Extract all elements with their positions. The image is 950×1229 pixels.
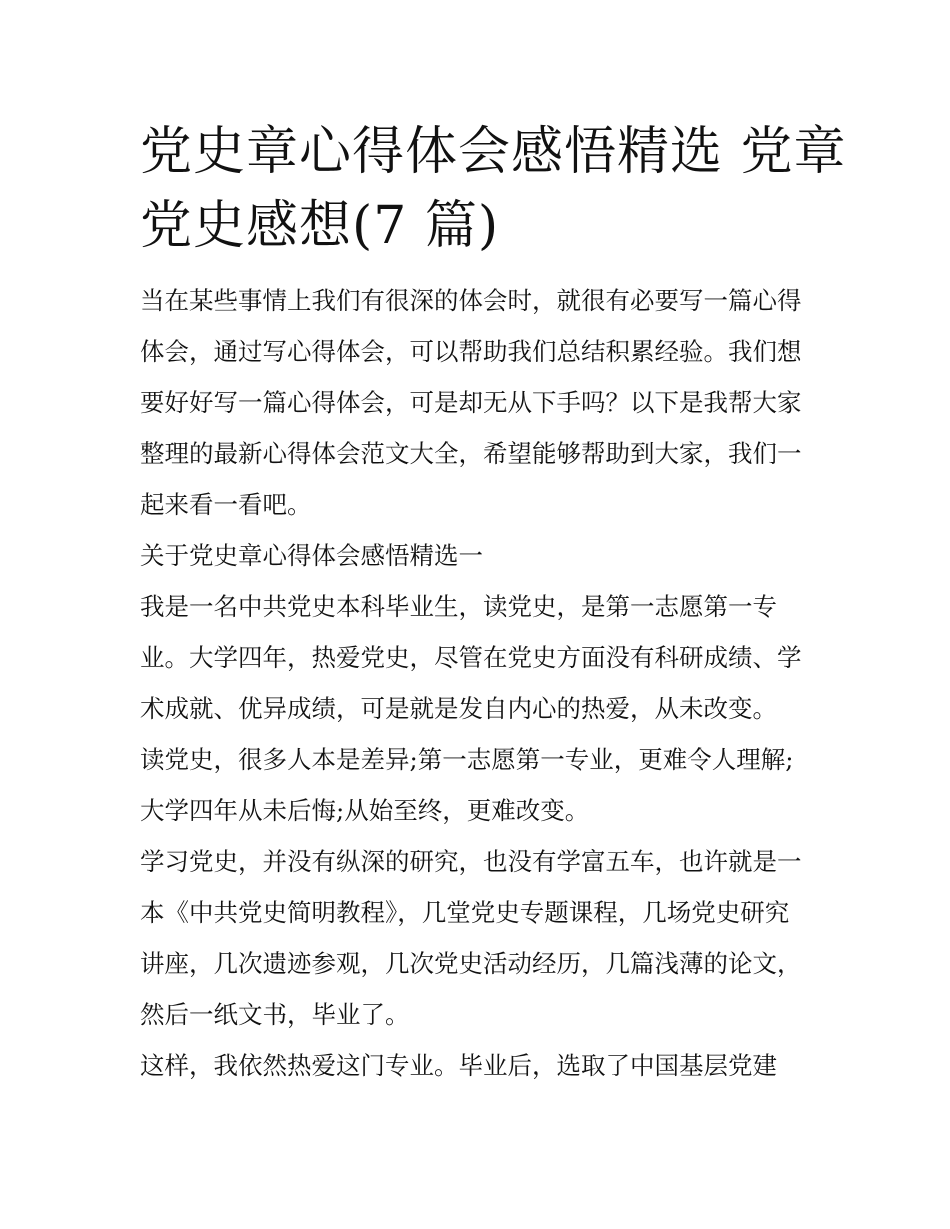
body-line: 然后一纸文书，毕业了。 <box>140 1000 410 1029</box>
body-line: 学习党史，并没有纵深的研究，也没有学富五车，也许就是一 <box>140 847 802 876</box>
body-line: 整理的最新心得体会范文大全，希望能够帮助到大家，我们一 <box>140 439 802 468</box>
body-line: 我是一名中共党史本科毕业生，读党史，是第一志愿第一专 <box>140 592 777 621</box>
body-line: 当在某些事情上我们有很深的体会时，就很有必要写一篇心得 <box>140 286 802 315</box>
body-line: 读党史，很多人本是差异;第一志愿第一专业，更难令人理解; <box>140 745 794 774</box>
document-title <box>140 115 847 263</box>
body-line: 体会，通过写心得体会，可以帮助我们总结积累经验。我们想 <box>140 337 802 366</box>
body-line: 讲座，几次遗迹参观，几次党史活动经历，几篇浅薄的论文， <box>140 949 802 978</box>
body-line: 这样，我依然热爱这门专业。毕业后，选取了中国基层党建 <box>140 1051 777 1080</box>
body-line: 业。大学四年，热爱党史，尽管在党史方面没有科研成绩、学 <box>140 643 802 672</box>
title-line: 党史章心得体会感悟精选 党章 <box>140 122 847 182</box>
body-line: 大学四年从未后悔;从始至终，更难改变。 <box>140 796 590 825</box>
body-line: 本《中共党史简明教程》，几堂党史专题课程，几场党史研究 <box>140 898 790 927</box>
body-line: 要好好写一篇心得体会，可是却无从下手吗？以下是我帮大家 <box>140 388 802 417</box>
section-heading: 关于党史章心得体会感悟精选一 <box>140 541 483 570</box>
body-line: 术成就、优异成绩，可是就是发自内心的热爱，从未改变。 <box>140 694 777 723</box>
title-line: 党史感想(7 篇) <box>140 196 500 256</box>
document-body <box>140 279 830 1095</box>
body-line: 起来看一看吧。 <box>140 490 312 519</box>
